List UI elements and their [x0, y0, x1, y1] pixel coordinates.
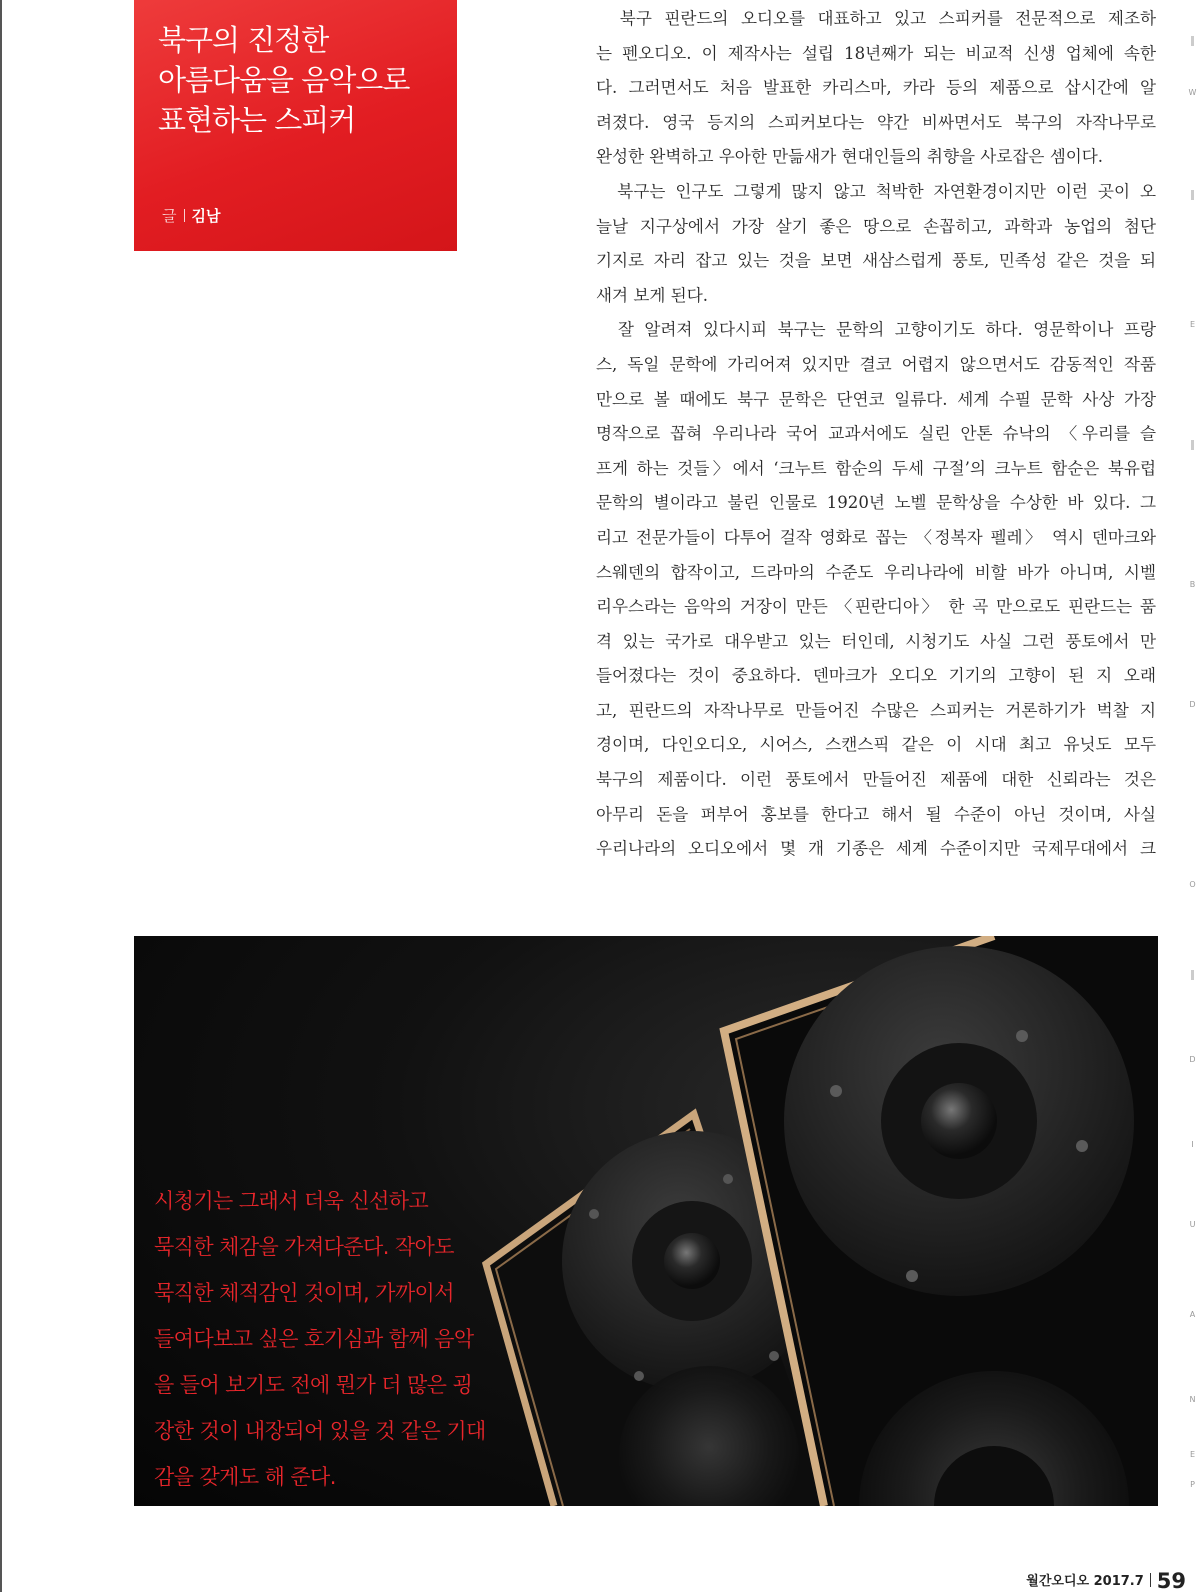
- strip-letter: N: [1189, 1395, 1197, 1404]
- article-body: [596, 2, 1156, 867]
- body-line: 리우스라는 음악의 거장이 만든 〈핀란디아〉 한 곡 만으로도 핀란드는 품: [596, 597, 1156, 617]
- body-line: 아무리 돈을 퍼부어 홍보를 한다고 해서 될 수준이 아닌 것이며, 사실: [596, 804, 1156, 824]
- body-line: 는 펜오디오. 이 제작사는 설립 18년째가 되는 비교적 신생 업체에 속한: [596, 43, 1156, 63]
- strip-letter: D: [1189, 700, 1197, 709]
- quote-line: 감을 갖게도 해 준다.: [154, 1465, 336, 1489]
- article-title-line-1: 북구의 진정한: [158, 23, 329, 57]
- byline-label: 글: [162, 207, 177, 225]
- quote-line: 을 들어 보기도 전에 뭔가 더 많은 굉: [154, 1373, 473, 1397]
- strip-mark: [1191, 36, 1194, 46]
- body-line: 프게 하는 것들〉에서 ‘크누트 함순의 두세 구절’의 크누트 함순은 북유럽: [596, 458, 1156, 478]
- strip-mark: [1191, 970, 1194, 980]
- screw: [723, 1174, 733, 1184]
- body-line: 북구는 인구도 그렇게 많지 않고 척박한 자연환경이지만 이런 곳이 오: [596, 181, 1156, 201]
- byline-author: 김남: [191, 207, 221, 225]
- body-line: 북구 핀란드의 오디오를 대표하고 있고 스피커를 전문적으로 제조하: [596, 9, 1156, 28]
- strip-letter: E: [1189, 1450, 1197, 1459]
- body-line: 고, 핀란드의 자작나무로 만들어진 수많은 스피커는 거론하기가 벅찰 지: [596, 700, 1156, 720]
- strip-letter: P: [1190, 1480, 1196, 1489]
- screw: [1076, 1140, 1088, 1152]
- strip-letter: E: [1189, 320, 1197, 329]
- side-section-strip: [1186, 0, 1200, 1500]
- quote-line: 장한 것이 내장되어 있을 것 같은 기대: [154, 1419, 486, 1443]
- front-tweeter-dome: [921, 1083, 997, 1159]
- body-line: 늘날 지구상에서 가장 살기 좋은 땅으로 손꼽히고, 과학과 농업의 첨단: [596, 216, 1156, 236]
- body-line: 북구의 제품이다. 이런 풍토에서 만들어진 제품에 대한 신뢰라는 것은: [596, 770, 1156, 790]
- strip-letter: D: [1189, 1055, 1197, 1064]
- article-title-box: [134, 0, 457, 251]
- screw: [589, 1209, 599, 1219]
- body-line: 명작으로 꼽혀 우리나라 국어 교과서에도 실린 안톤 슈낙의 〈우리를 슬: [596, 424, 1156, 444]
- body-line: 다. 그러면서도 처음 발표한 카리스마, 카라 등의 제품으로 삽시간에 알: [596, 78, 1156, 98]
- left-border-rule: [0, 0, 2, 1592]
- body-line: 기지로 자리 잡고 있는 것을 보면 새삼스럽게 풍토, 민족성 같은 것을 되: [596, 251, 1156, 271]
- strip-letter: B: [1189, 580, 1197, 589]
- strip-letter: I: [1191, 1140, 1195, 1149]
- screw: [634, 1371, 644, 1381]
- body-line: 려졌다. 영국 등지의 스피커보다는 약간 비싸면서도 북구의 자작나무로: [596, 112, 1156, 132]
- byline: [162, 205, 220, 226]
- magazine-issue: 월간오디오 2017.7: [1026, 1574, 1144, 1589]
- body-line: 만으로 볼 때에도 북구 문학은 단연코 일류다. 세계 수필 문학 사상 가장: [596, 389, 1156, 409]
- body-line: 완성한 완벽하고 우아한 만듦새가 현대인들의 취향을 사로잡은 셈이다.: [596, 147, 1104, 167]
- strip-letter: O: [1189, 880, 1197, 889]
- body-line: 스, 독일 문학에 가리어져 있지만 결코 어렵지 않으면서도 감동적인 작품: [596, 354, 1156, 374]
- strip-mark: [1191, 440, 1194, 450]
- pull-quote: [154, 1178, 514, 1500]
- strip-letter: U: [1189, 1220, 1197, 1229]
- body-line: 스웨덴의 합작이고, 드라마의 수준도 우리나라에 비할 바가 아니며, 시벨: [596, 562, 1156, 582]
- body-line: 리고 전문가들이 다투어 걸작 영화로 꼽는 〈정복자 펠레〉 역시 덴마크와: [596, 527, 1156, 547]
- body-line: 새겨 보게 된다.: [596, 285, 709, 305]
- strip-letter: A: [1189, 1310, 1197, 1319]
- rear-tweeter-dome: [664, 1233, 720, 1289]
- body-line: 문학의 별이라고 불린 인물로 1920년 노벨 문학상을 수상한 바 있다. 그: [596, 493, 1156, 513]
- body-line: 경이며, 다인오디오, 시어스, 스캔스픽 같은 이 시대 최고 유닛도 모두: [596, 735, 1156, 755]
- quote-line: 묵직한 체적감인 것이며, 가까이서: [154, 1281, 454, 1305]
- byline-separator: [184, 209, 185, 222]
- body-line: 잘 알려져 있다시피 북구는 문학의 고향이기도 하다. 영문학이나 프랑: [596, 320, 1156, 340]
- screw: [906, 1270, 918, 1282]
- strip-letter: W: [1188, 88, 1198, 97]
- article-title-line-2: 아름다움을 음악으로: [158, 63, 410, 97]
- screw: [830, 1085, 842, 1097]
- page-footer: [1026, 1569, 1186, 1593]
- screw: [1016, 1030, 1028, 1042]
- body-line: 들어졌다는 것이 중요하다. 덴마크가 오디오 기기의 고향이 된 지 오래: [596, 666, 1156, 686]
- quote-line: 시청기는 그래서 더욱 신선하고: [154, 1189, 429, 1213]
- quote-line: 들여다보고 싶은 호기심과 함께 음악: [154, 1327, 474, 1351]
- quote-line: 묵직한 체감을 가져다준다. 작아도: [154, 1235, 454, 1259]
- screw: [769, 1351, 779, 1361]
- body-line: 우리나라의 오디오에서 몇 개 기종은 세계 수준이지만 국제무대에서 크: [596, 839, 1156, 859]
- footer-separator: [1150, 1573, 1151, 1587]
- page-number: 59: [1156, 1569, 1186, 1593]
- strip-mark: [1191, 190, 1194, 200]
- body-line: 격 있는 국가로 대우받고 있는 터인데, 시청기도 사실 그런 풍토에서 만: [596, 631, 1156, 651]
- article-title-line-3: 표현하는 스피커: [158, 103, 356, 137]
